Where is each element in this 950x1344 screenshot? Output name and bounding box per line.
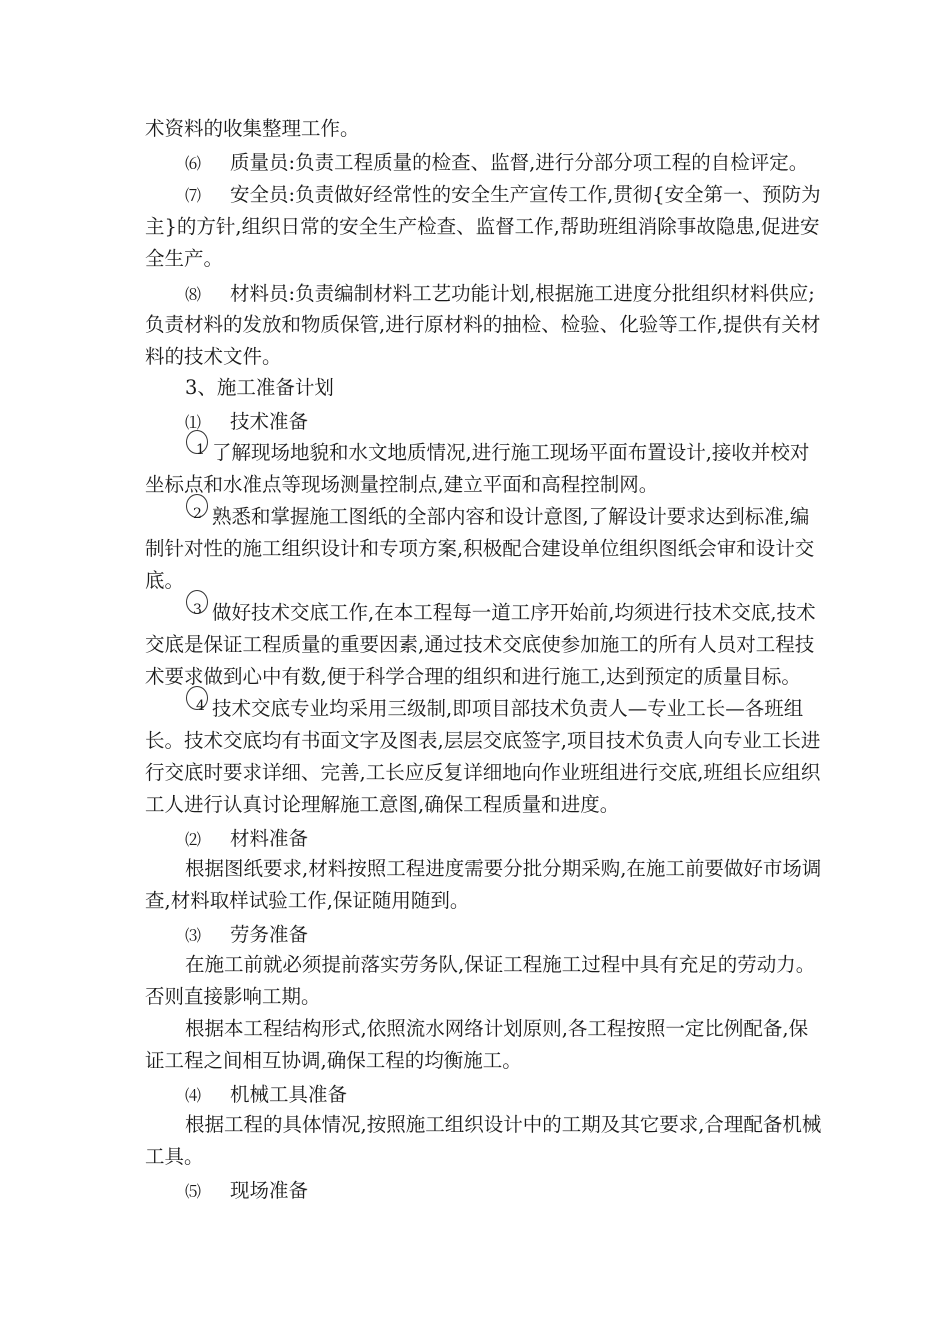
item-number: ⑵ <box>185 830 202 849</box>
item-number: ⑹ <box>185 154 202 173</box>
text-line: 行交底时要求详细、完善,工长应反复详细地向作业班组进行交底,班组长应组织 <box>145 761 821 784</box>
text-line: 查,材料取样试验工作,保证随用随到。 <box>145 889 470 912</box>
item-number: ⑴ <box>185 413 202 432</box>
item-number: ⑶ <box>185 926 202 945</box>
circled-number: 4 <box>196 698 205 714</box>
item-number: ⑸ <box>185 1182 202 1201</box>
text-line: 料的技术文件。 <box>145 345 282 368</box>
item-text: 质量员:负责工程质量的检查、监督,进行分部分项工程的自检评定。 <box>230 151 809 174</box>
circled-number: 1 <box>196 442 205 458</box>
text-line: 交底是保证工程质量的重要因素,通过技术交底使参加施工的所有人员对工程技 <box>145 633 815 656</box>
item-text: 安全员:负责做好经常性的安全生产宣传工作,贯彻{安全第一、预防为 <box>230 183 821 206</box>
circled-number: 2 <box>193 506 202 522</box>
text-line: 证工程之间相互协调,确保工程的均衡施工。 <box>145 1049 522 1072</box>
list-item-3 <box>185 921 308 950</box>
list-item-6 <box>185 149 808 178</box>
item-number: ⑷ <box>185 1086 202 1105</box>
text-line: 主}的方针,组织日常的安全生产检查、监督工作,帮助班组消除事故隐患,促进安 <box>145 215 820 238</box>
text-line: 否则直接影响工期。 <box>145 985 321 1008</box>
item-text: 劳务准备 <box>230 923 309 946</box>
section-heading: 3、施工准备计划 <box>185 376 334 399</box>
text-line: 坐标点和水准点等现场测量控制点,建立平面和高程控制网。 <box>145 473 659 496</box>
text-line: 熟悉和掌握施工图纸的全部内容和设计意图,了解设计要求达到标准,编 <box>212 505 810 528</box>
text-line: 长。技术交底均有书面文字及图表,层层交底签字,项目技术负责人向专业工长进 <box>145 729 821 752</box>
text-line: 做好技术交底工作,在本工程每一道工序开始前,均须进行技术交底,技术 <box>212 601 816 624</box>
list-item-7 <box>185 181 821 210</box>
item-text: 材料准备 <box>230 827 309 850</box>
text-line: 全生产。 <box>145 247 224 270</box>
text-line: 根据本工程结构形式,依照流水网络计划原则,各工程按照一定比例配备,保 <box>185 1017 809 1040</box>
text-line: 制针对性的施工组织设计和专项方案,积极配合建设单位组织图纸会审和设计交 <box>145 537 815 560</box>
text-line: 工具。 <box>145 1145 204 1168</box>
text-line: 术资料的收集整理工作。 <box>145 117 360 140</box>
circled-number: 3 <box>193 602 202 618</box>
list-item-8 <box>185 280 815 309</box>
text-line: 底。 <box>145 569 185 592</box>
text-line: 根据工程的具体情况,按照施工组织设计中的工期及其它要求,合理配备机械 <box>185 1113 822 1136</box>
item-text: 机械工具准备 <box>230 1083 348 1106</box>
list-item-5 <box>185 1177 308 1206</box>
text-line: 负责材料的发放和物质保管,进行原材料的抽检、检验、化验等工作,提供有关材 <box>145 313 821 336</box>
text-line: 技术交底专业均采用三级制,即项目部技术负责人—专业工长—各班组 <box>212 697 804 720</box>
item-text: 现场准备 <box>230 1179 309 1202</box>
item-text: 技术准备 <box>230 410 309 433</box>
item-number: ⑺ <box>185 186 202 205</box>
list-item-4 <box>185 1081 347 1110</box>
text-line: 术要求做到心中有数,便于科学合理的组织和进行施工,达到预定的质量目标。 <box>145 665 801 688</box>
text-line: 根据图纸要求,材料按照工程进度需要分批分期采购,在施工前要做好市场调 <box>185 857 822 880</box>
text-line: 在施工前就必须提前落实劳务队,保证工程施工过程中具有充足的劳动力。 <box>185 953 816 976</box>
item-number: ⑻ <box>185 285 202 304</box>
item-text: 材料员:负责编制材料工艺功能计划,根据施工进度分批组织材料供应; <box>230 282 815 305</box>
text-line: 了解现场地貌和水文地质情况,进行施工现场平面布置设计,接收并校对 <box>212 441 810 464</box>
list-item-2 <box>185 825 308 854</box>
text-line: 工人进行认真讨论理解施工意图,确保工程质量和进度。 <box>145 793 620 816</box>
